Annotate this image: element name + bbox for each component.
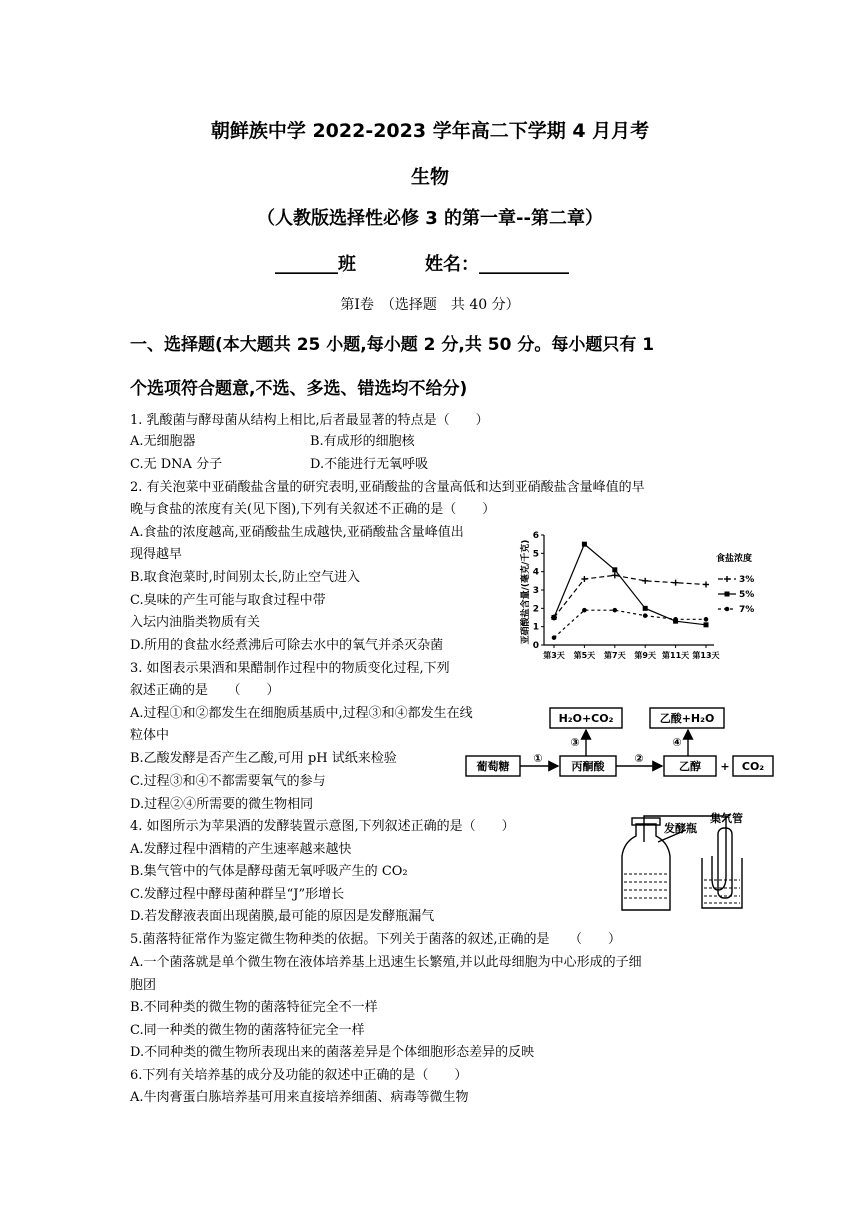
option-b: B.取食泡菜时,时间别太长,防止空气进入 xyxy=(130,570,360,585)
option-a-cont: 现得越早 xyxy=(130,547,183,562)
option-a: A.食盐的浓度越高,亚硝酸盐生成越快,亚硝酸盐含量峰值出 xyxy=(130,525,464,540)
y-tick-label: 4 xyxy=(532,567,539,578)
legend-label: 5% xyxy=(739,590,755,600)
y-tick-label: 1 xyxy=(532,622,539,633)
series-line xyxy=(554,610,706,638)
chart-axes xyxy=(544,535,714,645)
question-stem: 2. 有关泡菜中亚硝酸盐含量的研究表明,亚硝酸盐的含量高低和达到亚硝酸盐含量峰值的早 xyxy=(130,480,645,495)
option-b: B.集气管中的气体是酵母菌无氧呼吸产生的 CO₂ xyxy=(130,864,408,879)
option-a: A.一个菌落就是单个微生物在液体培养基上迅速生长繁殖,并以此母细胞为中心形成的子细 xyxy=(130,955,642,970)
data-point xyxy=(642,578,648,584)
chart-ticks xyxy=(533,531,720,660)
x-tick-label: 第11天 xyxy=(662,651,690,660)
option-d: D.若发酵液表面出现菌膜,最可能的原因是发酵瓶漏气 xyxy=(130,909,435,924)
name-field: 姓名：__________ xyxy=(425,254,569,275)
x-tick-label: 第13天 xyxy=(692,651,720,660)
question-stem: 4. 如图所示为苹果酒的发酵装置示意图,下列叙述正确的是（ ） xyxy=(130,819,515,834)
chart-series xyxy=(551,542,709,640)
data-point xyxy=(552,615,557,620)
option-a: A.牛肉膏蛋白胨培养基可用来直接培养细菌、病毒等微生物 xyxy=(130,1090,469,1105)
x-tick-label: 第5天 xyxy=(573,651,596,660)
section-heading-line1: 一、选择题(本大题共 25 小题,每小题 2 分,共 50 分。每小题只有 1 xyxy=(130,335,655,355)
pyruvate-label: 丙酮酸 xyxy=(571,760,605,773)
plus-sign: + xyxy=(720,760,730,773)
data-point xyxy=(582,542,587,547)
option-c-cont: 入坛内油脂类物质有关 xyxy=(130,615,261,630)
h2o-co2-label: H₂O+CO₂ xyxy=(558,712,614,725)
x-tick-label: 第3天 xyxy=(543,651,565,660)
acetic-acid-label: 乙酸+H₂O xyxy=(659,712,715,725)
y-tick-label: 6 xyxy=(532,531,539,541)
data-point xyxy=(643,613,648,618)
x-tick-label: 第7天 xyxy=(604,651,626,660)
co2-label: CO₂ xyxy=(741,760,765,773)
data-point xyxy=(704,622,709,627)
data-point xyxy=(612,567,617,572)
option-d: D.过程②④所需要的微生物相同 xyxy=(130,797,314,812)
legend-label: 7% xyxy=(739,605,755,615)
option-c: C.过程③和④不都需要氧气的参与 xyxy=(130,774,326,789)
data-point xyxy=(581,576,587,582)
scope-subtitle: （人教版选择性必修 3 的第一章--第二章） xyxy=(257,208,603,229)
series-line xyxy=(554,575,706,617)
data-point xyxy=(724,576,730,582)
option-a: A.过程①和②都发生在细胞质基质中,过程③和④都发生在线 xyxy=(130,706,473,721)
data-point xyxy=(673,617,678,622)
question-stem: 3. 如图表示果酒和果醋制作过程中的物质变化过程,下列 xyxy=(130,661,450,676)
option-a: A.发酵过程中酒精的产生速率越来越快 xyxy=(130,842,352,857)
option-a-cont: 胞团 xyxy=(130,978,157,993)
chart-axis-lines xyxy=(544,535,714,645)
x-tick-label: 第9天 xyxy=(634,651,656,660)
section-heading-line2: 个选项符合题意,不选、多选、错选均不给分) xyxy=(130,379,468,399)
glucose-label: 葡萄糖 xyxy=(476,760,510,773)
option-d: D.不能进行无氧呼吸 xyxy=(310,457,429,472)
ethanol-label: 乙醇 xyxy=(679,760,701,773)
exam-title: 朝鲜族中学 2022-2023 学年高二下学期 4 月月考 xyxy=(210,120,650,142)
data-point xyxy=(613,608,618,613)
option-a: A.无细胞器 xyxy=(130,434,196,449)
option-c: C.臭味的产生可能与取食过程中带 xyxy=(130,593,326,608)
fermentation-pathway-diagram xyxy=(458,700,778,784)
chart-y-label: 亚硝酸盐含量/(毫克/千克) xyxy=(521,539,531,645)
class-field: _______班 xyxy=(275,254,356,275)
step-2-label: ② xyxy=(634,752,644,765)
question-stem: 6.下列有关培养基的成分及功能的叙述中正确的是（ ） xyxy=(130,1068,468,1083)
volume-heading: 第Ⅰ卷 （选择题 共 40 分） xyxy=(340,297,520,313)
option-c: C.发酵过程中酵母菌种群呈“J”形增长 xyxy=(130,887,345,902)
subject-title: 生物 xyxy=(410,166,449,188)
step-4-label: ④ xyxy=(672,736,682,749)
data-point xyxy=(552,635,557,640)
nitrite-chart xyxy=(518,527,768,667)
option-d: D.不同种类的微生物所表现出来的菌落差异是个体细胞形态差异的反映 xyxy=(130,1045,535,1060)
y-tick-label: 5 xyxy=(532,549,539,560)
option-b: B.乙酸发酵是否产生乙酸,可用 pH 试纸来检验 xyxy=(130,751,397,766)
tube-label: 集气管 xyxy=(710,812,743,825)
data-point xyxy=(704,617,709,622)
question-stem: 5.菌落特征常作为鉴定微生物种类的依据。下列关于菌落的叙述,正确的是 （ ） xyxy=(130,932,622,947)
option-b: B.不同种类的微生物的菌落特征完全不一样 xyxy=(130,1000,378,1015)
legend-label: 3% xyxy=(739,575,755,585)
data-point xyxy=(582,608,587,613)
step-3-label: ③ xyxy=(570,736,580,749)
fermentation-apparatus xyxy=(618,812,758,914)
fermentation-bottle xyxy=(622,824,670,910)
data-point xyxy=(725,592,730,597)
data-point xyxy=(673,580,679,586)
legend-title: 食盐浓度 xyxy=(716,554,753,564)
option-a-cont: 粒体中 xyxy=(130,728,170,743)
data-point xyxy=(703,582,709,588)
option-d: D.所用的食盐水经煮沸后可除去水中的氧气并杀灭杂菌 xyxy=(130,638,444,653)
option-b: B.有成形的细胞核 xyxy=(310,434,415,449)
step-1-label: ① xyxy=(533,752,543,765)
data-point xyxy=(643,606,648,611)
question-stem-cont: 叙述正确的是 （ ） xyxy=(130,683,280,698)
question-stem: 1. 乳酸菌与酵母菌从结构上相比,后者最显著的特点是（ ） xyxy=(130,413,489,428)
chart-legend xyxy=(716,552,754,615)
question-stem-cont: 晚与食盐的浓度有关(见下图),下列有关叙述不正确的是（ ） xyxy=(130,502,496,517)
y-tick-label: 2 xyxy=(532,604,539,615)
option-c: C.无 DNA 分子 xyxy=(130,457,223,472)
bottle-label: 发酵瓶 xyxy=(664,822,697,835)
y-tick-label: 3 xyxy=(532,586,539,596)
data-point xyxy=(725,607,730,612)
water-beaker xyxy=(702,858,742,908)
y-tick-label: 0 xyxy=(532,641,539,651)
option-c: C.同一种类的微生物的菌落特征完全一样 xyxy=(130,1023,365,1038)
